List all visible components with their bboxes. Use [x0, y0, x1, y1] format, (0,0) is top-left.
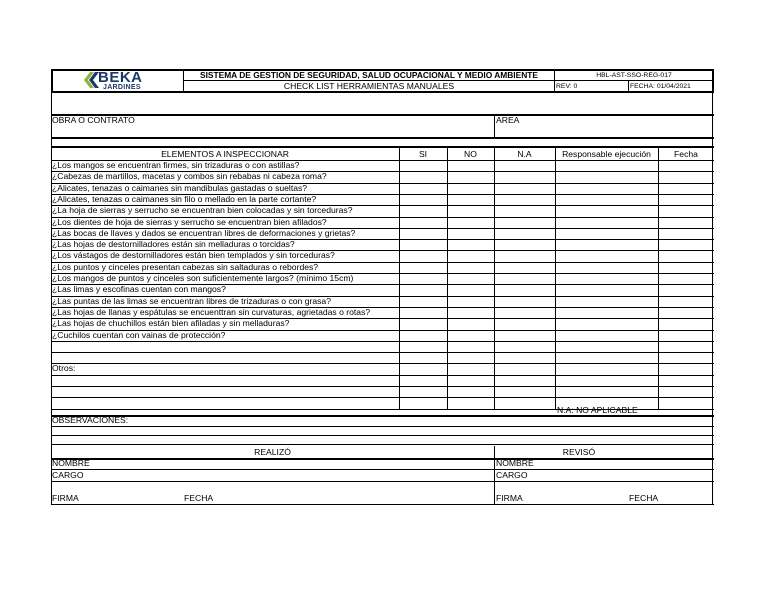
- col-si: SI: [418, 149, 428, 159]
- row-line: [51, 363, 714, 364]
- logo-sub: JARDINES: [103, 84, 141, 91]
- row-line: [51, 330, 714, 331]
- row-line: [51, 341, 714, 342]
- row-line: [51, 205, 714, 206]
- realizo-label: REALIZÓ: [254, 447, 291, 457]
- row-line: [51, 284, 714, 285]
- checklist-item: ¿Las hojas de destornilladores están sin melladuras o torcidas?: [52, 239, 295, 249]
- column-line: [399, 146, 400, 409]
- reviso-nombre: NOMBRE: [496, 458, 534, 468]
- row-line: [51, 375, 714, 376]
- row-line: [51, 307, 714, 308]
- realizo-fecha: FECHA: [184, 493, 214, 503]
- col-no: NO: [464, 149, 477, 159]
- checklist-item: ¿Los mangos de puntos y cinceles son suficientemente largos? (mínimo 15cm): [52, 273, 354, 283]
- form-date: FECHA: 01/04/2021: [630, 83, 691, 90]
- realizo-cargo: CARGO: [52, 470, 84, 480]
- checklist-item: ¿Las bocas de llaves y dados se encuentran libres de deformaciones y grietas?: [52, 228, 356, 238]
- realizo-firma: FIRMA: [52, 493, 79, 503]
- col-na: N.A: [517, 149, 532, 159]
- row-line: [51, 262, 714, 263]
- checklist-item: ¿Las hojas de llanas y espátulas se encuenttran sin curvaturas, agrietadas o rotas?: [52, 307, 371, 317]
- otros-label: Otros:: [52, 363, 76, 373]
- obra-label: OBRA O CONTRATO: [52, 115, 135, 125]
- checklist-item: ¿Los mangos se encuentran firmes, sin trizaduras o con astillas?: [52, 160, 300, 170]
- reviso-label: REVISÓ: [562, 447, 596, 457]
- row-line: [51, 171, 714, 172]
- row-line: [51, 318, 714, 319]
- checklist-item: ¿Los puntos y cinceles presentan cabezas sin saltaduras o rebordes?: [52, 262, 319, 272]
- area-label: AREA: [496, 115, 520, 125]
- col-responsable: Responsable ejecución: [562, 149, 651, 159]
- row-line: [51, 397, 714, 398]
- checklist-item: ¿Los vástagos de destornilladores están bien templados y sin torceduras?: [52, 250, 335, 260]
- column-line: [555, 146, 556, 409]
- checklist-item: ¿Las hojas de chuchillos están bien afiladas y sin melladuras?: [52, 318, 290, 328]
- form-title: SISTEMA DE GESTION DE SEGURIDAD, SALUD OCUPACIONAL Y MEDIO AMBIENTE: [200, 70, 538, 80]
- row-line: [51, 183, 714, 184]
- row-line: [51, 239, 714, 240]
- checklist-item: ¿Las puntas de las limas se encuentran libres de trizaduras o con grasa?: [52, 296, 331, 306]
- row-line: [51, 386, 714, 387]
- checklist-item: ¿Los dientes de hoja de sierras y serrucho se encuentran bien afilados?: [52, 217, 327, 227]
- row-line: [51, 228, 714, 229]
- reviso-cargo: CARGO: [496, 470, 528, 480]
- reviso-firma: FIRMA: [496, 493, 523, 503]
- observaciones-label: OBSERVACIONES:: [52, 415, 129, 425]
- na-note: N.A: NO APLICABLE: [557, 405, 638, 415]
- row-line: [51, 194, 714, 195]
- checklist-item: ¿Cuchilos cuentan con vainas de protección?: [52, 330, 226, 340]
- column-line: [494, 146, 495, 409]
- checklist-form: [51, 69, 714, 506]
- col-fecha: Fecha: [674, 149, 698, 159]
- column-line: [447, 146, 448, 409]
- checklist-item: ¿Las limas y escofinas cuentan con mangos?: [52, 284, 226, 294]
- form-subtitle: CHECK LIST HERRAMIENTAS MANUALES: [283, 81, 455, 91]
- checklist-item: ¿La hoja de sierras y serrucho se encuentran bien colocadas y sin torceduras?: [52, 205, 353, 215]
- realizo-nombre: NOMBRE: [52, 458, 90, 468]
- row-line: [51, 217, 714, 218]
- reviso-fecha: FECHA: [629, 493, 659, 503]
- row-line: [51, 352, 714, 353]
- form-rev: REV: 0: [556, 83, 578, 90]
- checklist-item: ¿Alicates, tenazas o caimanes sin filo o mellado en la parte cortante?: [52, 194, 317, 204]
- row-line: [51, 296, 714, 297]
- row-line: [51, 250, 714, 251]
- checklist-item: ¿Cabezas de martillos, macetas y combos sin rebabas ni cabeza roma?: [52, 171, 327, 181]
- col-elementos: ELEMENTOS A INSPECCIONAR: [161, 149, 289, 159]
- checklist-item: ¿Alicates, tenazas o caimanes sin mandibulas gastadas o sueltas?: [52, 183, 308, 193]
- column-line: [658, 146, 659, 409]
- form-code: HBL-AST-SSO-REG-017: [596, 72, 672, 79]
- logo-brand: BEKA: [98, 69, 143, 86]
- row-line: [51, 160, 714, 161]
- row-line: [51, 409, 714, 410]
- logo-chevron-icon: [81, 71, 99, 89]
- row-line: [51, 273, 714, 274]
